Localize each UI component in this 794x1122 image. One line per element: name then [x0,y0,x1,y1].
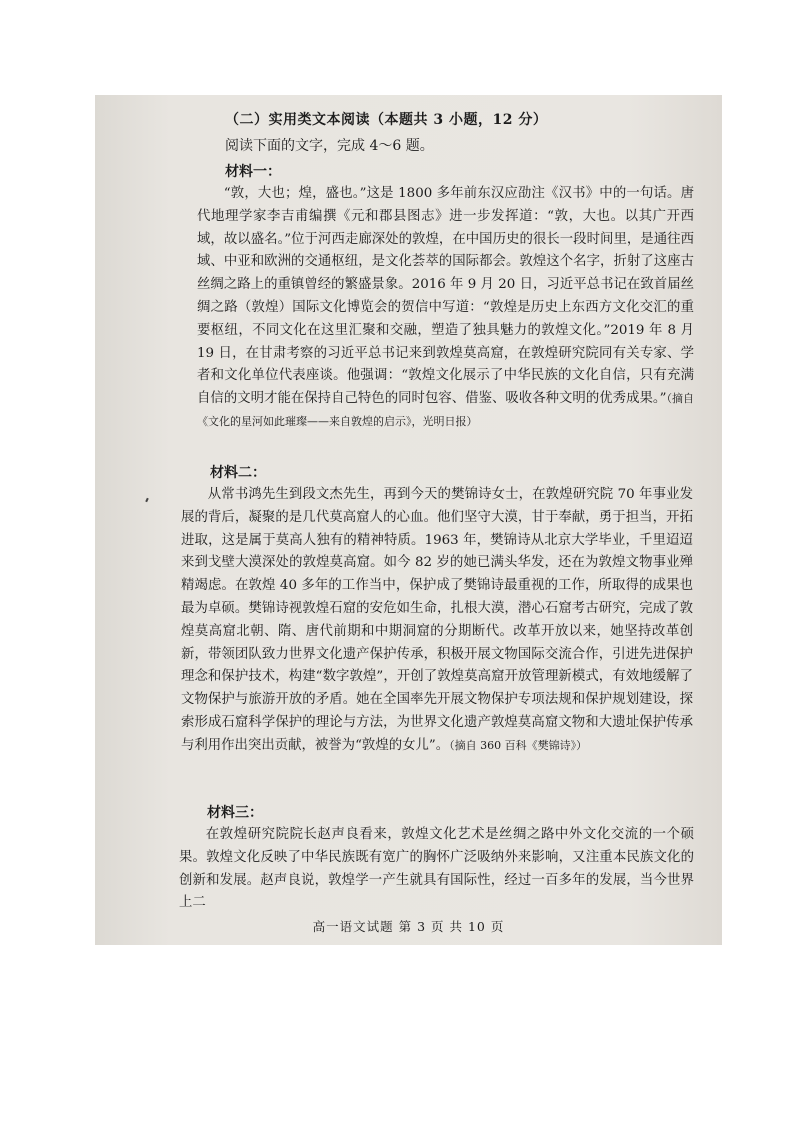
material-2-source: （摘自 360 百科《樊锦诗》） [449,738,588,752]
scan-speck [145,498,149,502]
material-2-heading: 材料二： [210,465,266,481]
material-1-source: （摘自《文化的星河如此璀璨——来自敦煌的启示》，光明日报） [197,392,694,428]
reading-instruction: 阅读下面的文字，完成 4～6 题。 [225,138,434,154]
material-1-paragraph [197,183,694,434]
material-2-body: 从常书鸿先生到段文杰先生，再到今天的樊锦诗女士，在敦煌研究院 70 年事业发展的背后，凝聚的是几代莫高窟人的心血。他们坚守大漠，甘于奉献，勇于担当，开拓进取，这是属于莫高人独有的精神特质。1963 年，樊锦诗从北京大学毕业，千里迢迢来到戈壁大漠深处的敦煌莫高窟。如今 82 岁的她已满头华发，还在为敦煌文物事业殚精竭虑。在敦煌 40 多年的工作当中，保护成了樊锦诗最重视的工作，所取得的成果也最为卓硕。樊锦诗视敦煌石窟的安危如生命，扎根大漠，潜心石窟考古研究，完成了敦煌莫高窟北朝、隋、唐代前期和中期洞窟的分期断代。改革开放以来，她坚持改革创新，带领团队致力世界文化遗产保护传承，积极开展文物国际交流合作，引进先进保护理念和保护技术，构建“数字敦煌”，开创了敦煌莫高窟开放管理新模式，有效地缓解了文物保护与旅游开放的矛盾。她在全国率先开展文物保护专项法规和保护规划建设，探索形成石窟科学保护的理论与方法，为世界文化遗产敦煌莫高窟文物和大遗址保护传承与利用作出突出贡献，被誉为“敦煌的女儿”。 [181,487,693,753]
material-3-body: 在敦煌研究院院长赵声良看来，敦煌文化艺术是丝绸之路中外文化交流的一个硕果。敦煌文化反映了中华民族既有宽广的胸怀广泛吸纳外来影响，又注重本民族文化的创新和发展。赵声良说，敦煌学一产生就具有国际性，经过一百多年的发展，当今世界上二 [179,827,694,911]
section-title: （二）实用类文本阅读（本题共 3 小题，12 分） [225,112,548,128]
scanned-page [95,95,722,945]
page-footer: 高一语文试题 第 3 页 共 10 页 [312,919,505,934]
material-3-heading: 材料三： [207,805,263,821]
material-1-body: “敦，大也；煌，盛也。”这是 1800 多年前东汉应劭注《汉书》中的一句话。唐代地理学家李吉甫编撰《元和郡县图志》进一步发挥道：“敦，大也。以其广开西域，故以盛名。”位于河西走廊深处的敦煌，在中国历史的很长一段时间里，是通往西域、中亚和欧洲的交通枢纽，是文化荟萃的国际都会。敦煌这个名字，折射了这座古丝绸之路上的重镇曾经的繁盛景象。2016 年 9 月 20 日，习近平总书记在致首届丝绸之路（敦煌）国际文化博览会的贺信中写道：“敦煌是历史上东西方文化交汇的重要枢纽，不同文化在这里汇聚和交融，塑造了独具魅力的敦煌文化。”2019 年 8 月 19 日，在甘肃考察的习近平总书记来到敦煌莫高窟，在敦煌研究院同有关专家、学者和文化单位代表座谈。他强调：“敦煌文化展示了中华民族的文化自信，只有充满自信的文明才能在保持自己特色的同时包容、借鉴、吸收各种文明的优秀成果。” [197,186,694,407]
page-content [95,95,722,945]
material-2-paragraph [181,484,693,758]
material-1-heading: 材料一： [225,164,281,180]
material-3-paragraph [179,824,694,915]
